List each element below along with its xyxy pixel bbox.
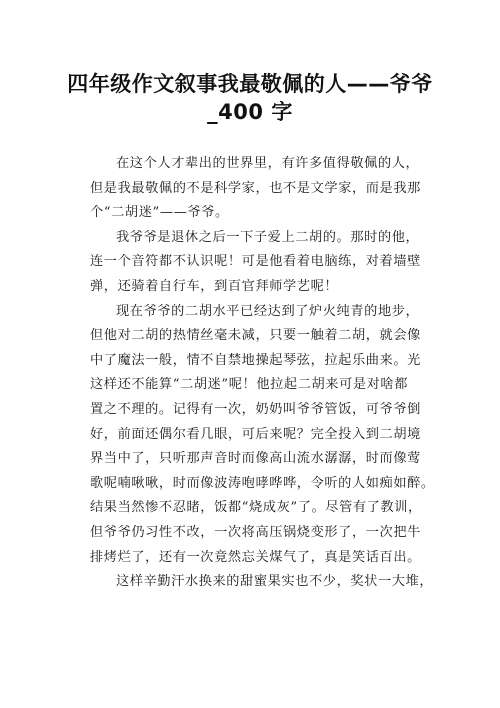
paragraph-3-line-4: 这样还不能算“二胡迷”呢！他拉起二胡来可是对啥都 [90,377,409,393]
paragraph-1-line-1: 在这个人才辈出的世界里，有许多值得敬佩的人， [116,156,420,171]
article-body [90,152,435,595]
paragraph-3-line-9: 结果当然惨不忍睹，饭都“烧成灰”了。尽管有了教训， [90,500,422,516]
document-title-line-1: 四年级作文叙事我最敬佩的人——爷爷 [67,72,433,96]
paragraph-3-line-6: 好，前面还偶尔看几眼，可后来呢？完全投入到二胡境 [90,426,421,442]
paragraph-1-line-2: 但是我最敬佩的不是科学家，也不是文学家，而是我那 [90,180,421,196]
paragraph-3-line-8: 歌呢喃啾啾，时而像波涛咆哮哗哗，令听的人如痴如醉。 [90,475,435,491]
paragraph-3-line-7: 界当中了，只听那声音时而像高山流水潺潺，时而像莺 [90,451,421,467]
paragraph-3-line-10: 但爷爷仍习性不改，一次将高压锅烧变形了，一次把牛 [90,524,421,540]
paragraph-2-line-3: 弹，还骑着自行车，到百官拜师学艺呢！ [90,278,339,294]
paragraph-3-line-2: 但他对二胡的热情丝毫未减，只要一触着二胡，就会像 [90,328,421,344]
document-title-line-2: _400 字 [207,100,293,124]
paragraph-3-line-11: 排烤烂了，还有一次竟然忘关煤气了，真是笑话百出。 [90,549,421,565]
paragraph-3-line-5: 置之不理的。记得有一次，奶奶叫爷爷管饭，可爷爷倒 [90,401,421,417]
paragraph-1-line-3: 个“二胡迷”——爷爷。 [90,205,229,221]
paragraph-3-line-1: 现在爷爷的二胡水平已经达到了炉火纯青的地步， [116,303,420,319]
paragraph-2-line-1: 我爷爷是退休之后一下子爱上二胡的。那时的他， [116,229,420,245]
paragraph-2-line-2: 连一个音符都不认识呢！可是他看着电脑练，对着墙壁 [90,254,421,270]
paragraph-3-line-3: 中了魔法一般，情不自禁地操起琴弦，拉起乐曲来。光 [90,352,421,368]
paragraph-4-line-1: 这样辛勤汗水换来的甜蜜果实也不少，奖状一大堆， [116,574,434,590]
